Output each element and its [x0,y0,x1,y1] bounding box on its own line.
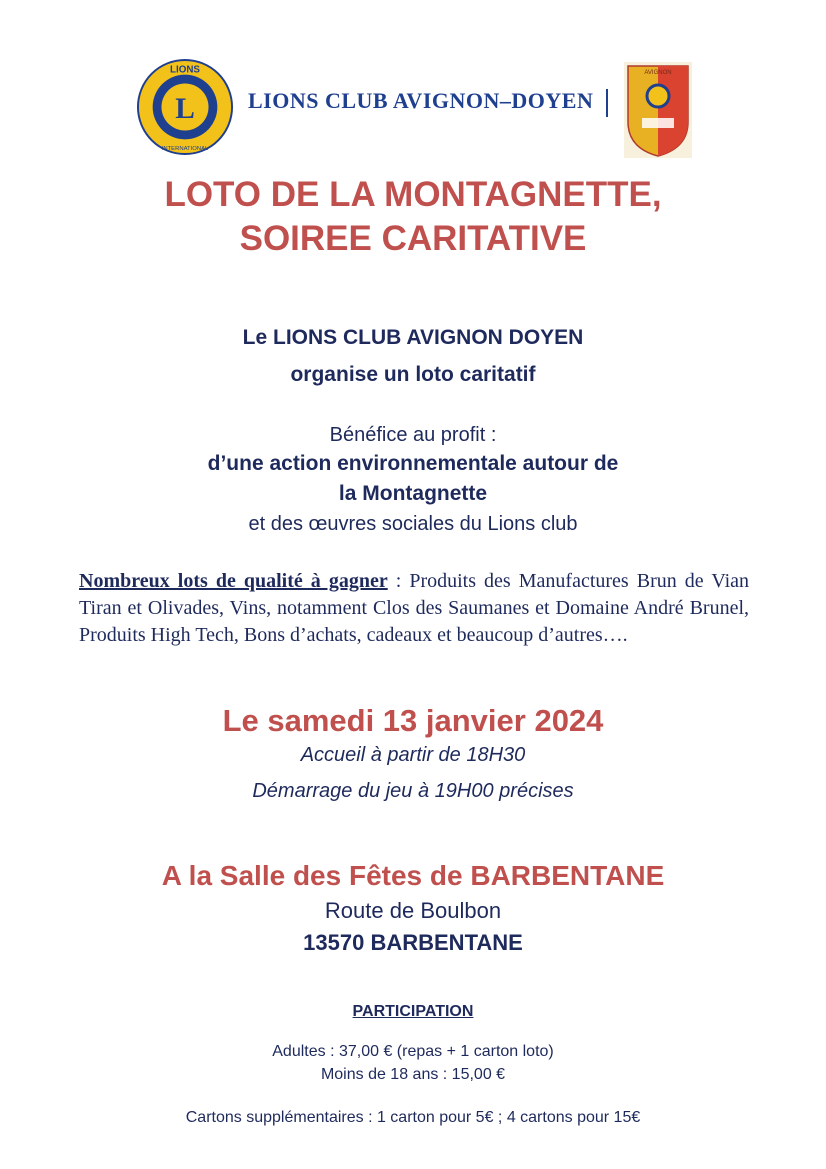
venue-name: A la Salle des Fêtes de BARBENTANE [161,860,665,891]
prizes-text: Produits des Manufactures Brun de Vian Tiran et Olivades, Vins, notamment Clos des Saumanes et Domaine André Brunel, Produits High Tech, Bons d’achats, cadeaux et beaucoup d’autres…. [79,570,750,646]
benefit-cause-line-2: la Montagnette [338,482,488,505]
benefit-cause-line-1: d’une action environnementale autour de [207,452,619,475]
price-extra-cards: Cartons supplémentaires : 1 carton pour 5€ ; 4 cartons pour 15€ [185,1109,641,1126]
svg-text:AVIGNON: AVIGNON [644,70,672,76]
benefit-label: Bénéfice au profit : [329,424,497,446]
svg-text:L: L [175,92,195,125]
participation-heading: PARTICIPATION [352,1003,474,1020]
start-time: Démarrage du jeu à 19H00 précises [252,780,574,802]
welcome-time: Accueil à partir de 18H30 [300,744,526,766]
lions-international-logo [136,58,234,156]
svg-text:LIONS: LIONS [170,64,200,76]
prizes-separator: : [387,570,410,592]
intro-line-1: Le LIONS CLUB AVIGNON DOYEN [242,326,584,349]
benefit-extra: et des œuvres sociales du Lions club [248,513,578,535]
prizes-paragraph [79,568,749,649]
price-adults: Adultes : 37,00 € (repas + 1 carton loto) [272,1043,554,1060]
svg-text:INTERNATIONAL: INTERNATIONAL [161,146,209,153]
intro-line-2: organise un loto caritatif [290,363,536,386]
title-line-2: SOIREE CARITATIVE [239,219,587,258]
event-date: Le samedi 13 janvier 2024 [222,703,604,738]
club-name: LIONS CLUB AVIGNON–DOYEN [248,88,594,113]
venue-street: Route de Boulbon [324,898,502,923]
club-name-divider [606,89,608,117]
title-line-1: LOTO DE LA MONTAGNETTE, [164,175,662,214]
avignon-crest [624,62,692,158]
prizes-heading: Nombreux lots de qualité à gagner [79,570,388,592]
price-minors: Moins de 18 ans : 15,00 € [320,1066,506,1083]
venue-city: 13570 BARBENTANE [303,930,523,955]
